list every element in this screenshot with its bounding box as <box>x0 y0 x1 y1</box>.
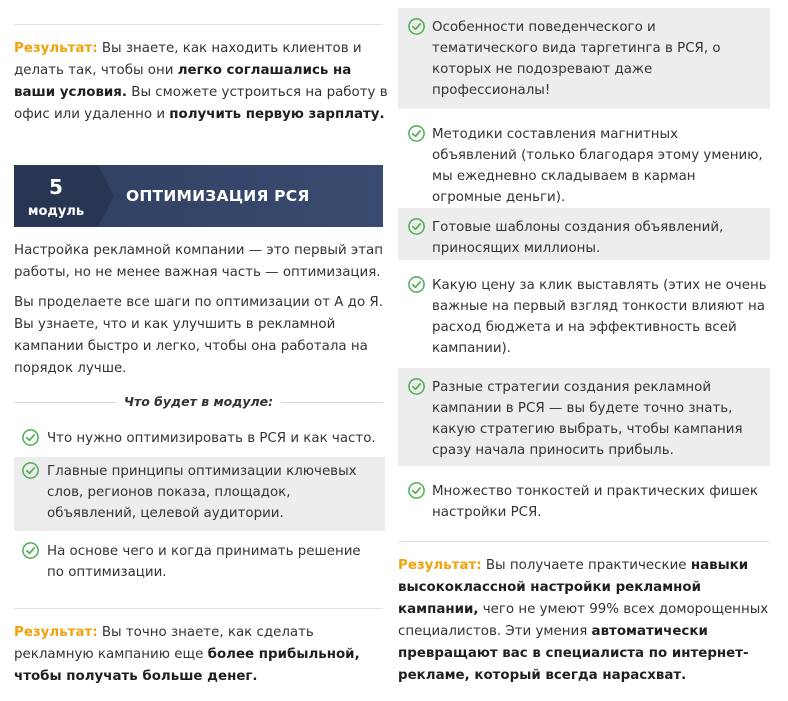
list-item-text <box>432 124 763 208</box>
list-item-line: сразу начала приносить прибыль. <box>432 443 674 458</box>
result-text-bold: получить первую зарплату. <box>169 107 385 122</box>
check-circle-icon <box>22 429 39 446</box>
list-item <box>14 424 385 454</box>
list-item-text <box>432 217 723 259</box>
module-intro <box>14 240 383 284</box>
result-text-bold: чтобы получать больше денег. <box>14 669 258 684</box>
check-circle-icon <box>408 276 425 293</box>
result-lines <box>14 38 388 126</box>
result-text-bold: кампании, <box>398 602 479 617</box>
list-item-line: Методики составления магнитных <box>432 127 679 142</box>
list-item-line: мы ежедневно складываем в карман <box>432 169 696 184</box>
result-text: Вы сможете устроиться на работу в <box>127 85 388 100</box>
result-text: Вы точно знаете, как сделать <box>101 625 314 640</box>
result-text: делать так, чтобы они <box>14 63 178 78</box>
result-block-bottom <box>14 622 383 688</box>
list-item <box>398 266 770 362</box>
list-item-line: по оптимизации. <box>47 565 167 580</box>
list-item-line: профессионалы! <box>432 83 551 98</box>
list-item-text <box>47 541 361 583</box>
list-item-line: слов, регионов показа, площадок, <box>47 485 291 500</box>
list-item-text <box>432 17 721 101</box>
check-circle-icon <box>408 125 425 142</box>
check-circle-icon <box>408 18 425 35</box>
result-lines <box>398 555 778 687</box>
result-text: офис или удаленно и <box>14 107 170 122</box>
result-text-bold: легко соглашались на <box>177 63 352 78</box>
result-line <box>14 666 383 688</box>
list-item-line: Особенности поведенческого и <box>432 20 656 35</box>
paragraph-line: Вы узнаете, что и как улучшить в рекламной <box>14 317 336 332</box>
result-line <box>398 577 778 599</box>
paragraph-line: Вы проделаете все шаги по оптимизации от А до Я. <box>14 295 383 310</box>
bottom-divider <box>14 608 383 609</box>
list-item-line: какую стратегию выбрать, чтобы кампания <box>432 422 743 437</box>
list-item-line: Готовые шаблоны создания объявлений, <box>432 220 724 235</box>
list-item-text <box>432 377 743 461</box>
module-banner <box>14 165 383 227</box>
result-line <box>14 104 383 126</box>
list-item-line: кампании в РСЯ — вы будете точно знать, <box>432 401 733 416</box>
result-text: Вы получаете практические <box>485 558 691 573</box>
list-item-line: объявлений (только благодаря этому умению, <box>432 148 763 163</box>
result-line <box>398 643 778 665</box>
list-item-line: Главные принципы оптимизации ключевых <box>47 464 357 479</box>
module-description <box>14 292 383 380</box>
list-item-line: Какую цену за клик выставлять (этих не очень <box>432 278 767 293</box>
result-text-bold: превращают вас в специалиста по интернет- <box>398 646 749 661</box>
check-circle-icon <box>22 462 39 479</box>
result-text: рекламную кампанию еще <box>14 647 208 662</box>
list-item-text <box>432 481 758 523</box>
result-text: Вы знаете, как находить клиентов и <box>101 41 362 56</box>
list-item-line: огромные деньги). <box>432 190 566 205</box>
section-divider <box>14 391 383 413</box>
list-item <box>398 472 770 522</box>
paragraph-line: порядок лучше. <box>14 361 127 376</box>
paragraph-line: работы, но не менее важная часть — оптимизация. <box>14 265 381 280</box>
result-line <box>398 555 778 577</box>
list-item-line: объявлений, целевой аудитории. <box>47 506 284 521</box>
top-divider <box>14 24 383 25</box>
list-item <box>14 537 385 592</box>
result-line <box>398 599 778 621</box>
list-item <box>398 115 770 205</box>
result-line <box>14 38 383 60</box>
list-item-line: настройки РСЯ. <box>432 505 542 520</box>
list-item-line: расход бюджета и на эффективность всей <box>432 320 737 335</box>
list-item-line: приносящих миллионы. <box>432 241 601 256</box>
list-item-text <box>47 428 376 449</box>
check-circle-icon <box>408 482 425 499</box>
list-item-line: Разные стратегии создания рекламной <box>432 380 712 395</box>
list-item-line: Множество тонкостей и практических фишек <box>432 484 758 499</box>
list-item <box>398 8 770 109</box>
list-item <box>398 368 770 466</box>
paragraph-line: Настройка рекламной компании — это первый этап <box>14 243 384 258</box>
result-text-bold: более прибыльной, <box>207 647 360 662</box>
result-text-bold: ваши условия. <box>14 85 127 100</box>
result-line <box>14 60 383 82</box>
list-item-text <box>432 275 767 359</box>
list-item-line: важные на первый взгляд тонкости влияют на <box>432 299 765 314</box>
result-lines <box>14 622 383 688</box>
list-item-line: На основе чего и когда принимать решение <box>47 544 361 559</box>
result-line <box>14 644 383 666</box>
result-label: Результат: <box>14 625 98 640</box>
result-label: Результат: <box>398 558 482 573</box>
paragraph-line: кампании быстро и легко, чтобы она работала на <box>14 339 368 354</box>
list-item-line: кампании). <box>432 341 511 356</box>
list-item-line: тематического вида таргетинга в РСЯ, о <box>432 41 721 56</box>
check-circle-icon <box>22 542 39 559</box>
check-circle-icon <box>408 218 425 235</box>
module-number: 5 <box>49 175 63 199</box>
list-item-text <box>47 461 357 524</box>
list-item <box>14 457 385 531</box>
result-line <box>14 622 383 644</box>
list-item <box>398 208 770 260</box>
result-line <box>398 665 778 687</box>
result-text-bold: навыки <box>690 558 749 573</box>
module-title: ОПТИМИЗАЦИЯ РСЯ <box>126 187 310 205</box>
result-text-bold: автоматически <box>591 624 708 639</box>
list-item-line: Что нужно оптимизировать в РСЯ и как часто. <box>47 431 376 446</box>
result-line <box>398 621 778 643</box>
check-circle-icon <box>408 378 425 395</box>
result-text: специалистов. Эти умения <box>398 624 592 639</box>
list-item-line: которых не подозревают даже <box>432 62 653 77</box>
result-text-bold: рекламе, который всегда нарасхват. <box>398 668 687 683</box>
result-block-top <box>14 38 388 126</box>
module-number-box <box>14 165 98 227</box>
result-text: чего не умеют 99% всех доморощенных <box>478 602 769 617</box>
banner-arrow <box>98 165 114 227</box>
result-line <box>14 82 388 104</box>
result-block-right <box>398 555 778 687</box>
right-divider <box>398 541 770 542</box>
result-text-bold: высококлассной настройки рекламной <box>398 580 701 595</box>
module-word: модуль <box>27 204 85 219</box>
section-subtitle: Что будет в модуле: <box>116 392 281 412</box>
result-label: Результат: <box>14 41 98 56</box>
